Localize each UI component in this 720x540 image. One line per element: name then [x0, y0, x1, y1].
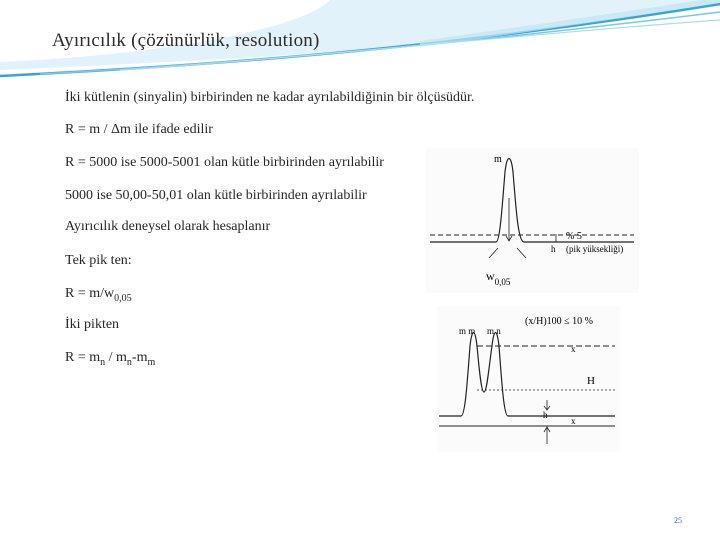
text-line-single-peak: Tek pik ten:	[65, 253, 132, 268]
peak-left-label: m m	[459, 326, 476, 336]
h-big-label: H	[587, 375, 595, 387]
threshold-label: % 5	[566, 231, 582, 242]
text-line-single-peak-formula: $R = m/w_{0,05}$	[65, 286, 132, 304]
text-line-definition: İki kütlenin (sinyalin) birbirinden ne kadar ayrılabildiğinin bir ölçüsüdür.	[65, 90, 475, 105]
peak-right-label: m n	[487, 326, 501, 336]
single-peak-figure	[426, 148, 639, 293]
h-label: h	[551, 244, 556, 254]
page-number: 25	[674, 516, 682, 525]
width-label: $w_{0,05}$	[486, 269, 511, 287]
small-h-label: h	[543, 410, 548, 420]
text-line-two-peak-formula: $R = m_n / m_n-m_m$	[65, 350, 156, 368]
slide-title: Ayırıcılık (çözünürlük, resolution)	[52, 30, 320, 51]
threshold-note: (pik yüksekliği)	[566, 244, 624, 254]
text-line-example-2: 5000 ise 50,00-50,01 olan kütle birbirinden ayrılabilir	[65, 188, 367, 203]
x-label: x	[571, 344, 576, 354]
two-peak-figure	[437, 306, 620, 452]
text-line-experimental: Ayırıcılık deneysel olarak hesaplanır	[65, 219, 271, 234]
peak-label: m	[494, 154, 502, 165]
text-line-two-peaks: İki pikten	[65, 317, 120, 332]
text-line-example-1: R = 5000 ise 5000-5001 olan kütle birbirinden ayrılabilir	[65, 155, 384, 170]
peak-curve	[430, 159, 634, 243]
small-x-label: x	[571, 416, 576, 426]
text-line-formula: R = m / Δm ile ifade edilir	[65, 122, 213, 137]
condition-label: (x/H)100 ≤ 10 %	[525, 316, 593, 327]
